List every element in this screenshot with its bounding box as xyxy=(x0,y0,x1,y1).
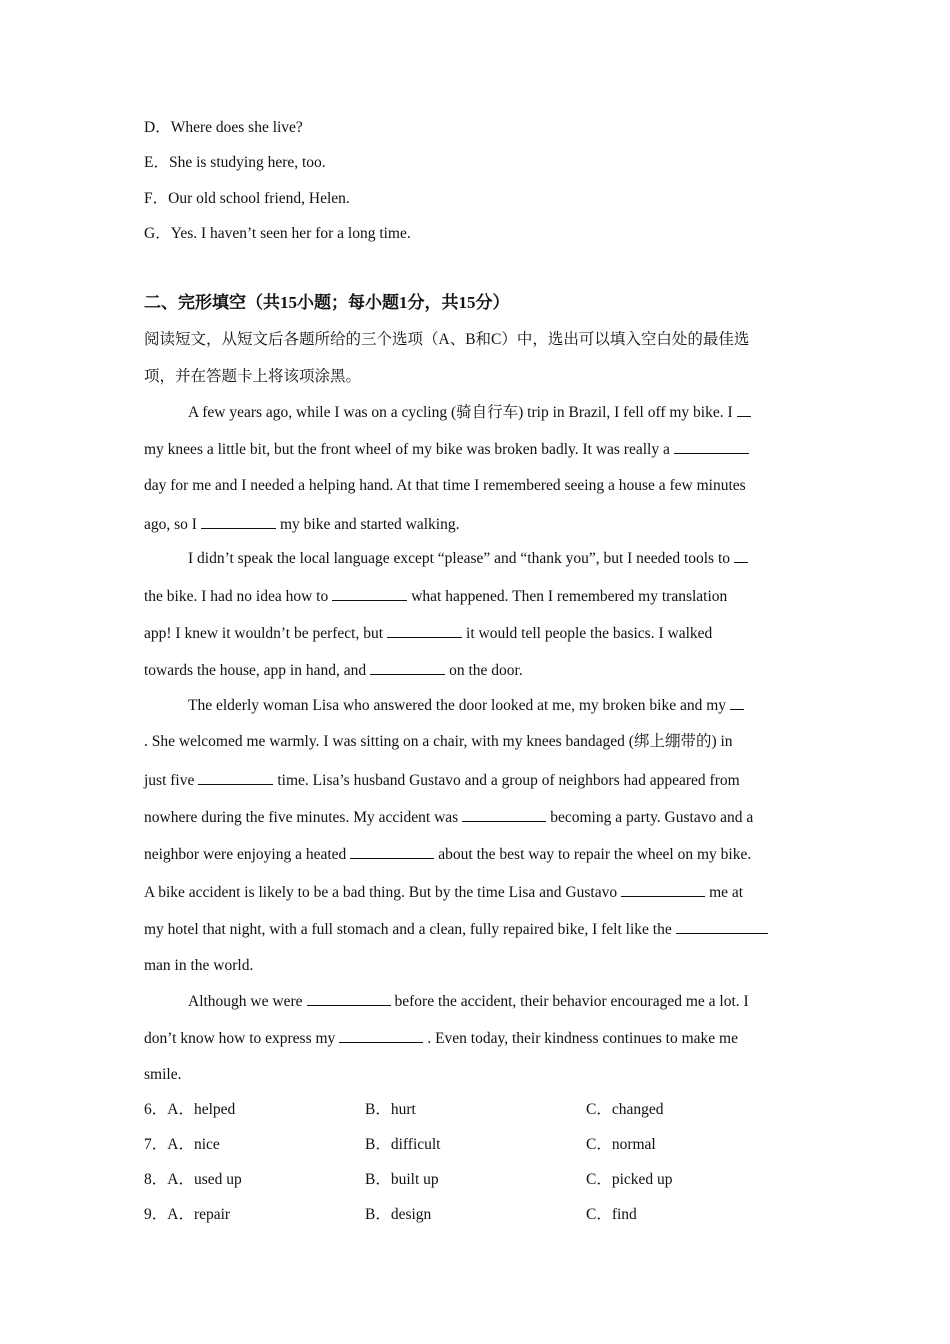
section-instructions-line-2: 项，并在答题卡上将该项涂黑。 xyxy=(144,368,362,385)
passage-line: The elderly woman Lisa who answered the door looked at me, my broken bike and my xyxy=(188,695,748,716)
option-f: F．Our old school friend, Helen. xyxy=(144,190,350,207)
question-6-option-b: B．hurt xyxy=(365,1101,416,1118)
answer-blank xyxy=(674,439,749,454)
passage-line: I didn’t speak the local language except “please” and “thank you”, but I needed tools to xyxy=(188,548,752,569)
passage-line: . She welcomed me warmly. I was sitting on a chair, with my knees bandaged (绑上绷带的) in xyxy=(144,733,733,750)
passage-line: just five time. Lisa’s husband Gustavo and a group of neighbors had appeared from xyxy=(144,772,740,789)
passage-line: A few years ago, while I was on a cycling (骑自行车) trip in Brazil, I fell off my bike. I xyxy=(188,402,755,423)
answer-blank xyxy=(350,844,434,859)
passage-line: my knees a little bit, but the front wheel of my bike was broken badly. It was really a xyxy=(144,439,753,460)
answer-blank xyxy=(201,514,276,529)
question-8-option-c: C．picked up xyxy=(586,1171,673,1188)
answer-blank xyxy=(339,1028,423,1043)
passage-line: ago, so I my bike and started walking. xyxy=(144,516,460,533)
passage-line: my hotel that night, with a full stomach and a clean, fully repaired bike, I felt like the xyxy=(144,919,772,940)
answer-blank xyxy=(737,402,751,417)
question-6-option-a: 6．A．helped xyxy=(144,1101,236,1118)
passage-line: don’t know how to express my . Even today, their kindness continues to make me xyxy=(144,1030,738,1047)
answer-blank xyxy=(734,548,748,563)
answer-blank xyxy=(307,991,391,1006)
question-9-option-b: B．design xyxy=(365,1206,432,1223)
passage-line: smile. xyxy=(144,1066,182,1083)
passage-line: the bike. I had no idea how to what happened. Then I remembered my translation xyxy=(144,588,728,605)
section-instructions-line-1: 阅读短文，从短文后各题所给的三个选项（A、B和C）中，选出可以填入空白处的最佳选 xyxy=(144,331,750,348)
answer-blank xyxy=(370,660,445,675)
answer-blank xyxy=(730,695,744,710)
answer-blank xyxy=(621,882,705,897)
question-7-option-c: C．normal xyxy=(586,1136,656,1153)
question-6-option-c: C．changed xyxy=(586,1101,664,1118)
passage-line: neighbor were enjoying a heated about the best way to repair the wheel on my bike. xyxy=(144,846,752,863)
option-g: G．Yes. I haven’t seen her for a long time. xyxy=(144,225,411,242)
section-title: 二、完形填空（共15小题；每小题1分，共15分） xyxy=(144,293,510,312)
option-d: D．Where does she live? xyxy=(144,119,303,136)
passage-line: Although we were before the accident, their behavior encouraged me a lot. I xyxy=(188,993,749,1010)
question-7-option-a: 7．A．nice xyxy=(144,1136,220,1153)
answer-blank xyxy=(676,919,768,934)
passage-line: app! I knew it wouldn’t be perfect, but it would tell people the basics. I walked xyxy=(144,625,713,642)
passage-line: man in the world. xyxy=(144,957,254,974)
passage-line: day for me and I needed a helping hand. At that time I remembered seeing a house a few minutes xyxy=(144,477,746,494)
question-8-option-a: 8．A．used up xyxy=(144,1171,242,1188)
passage-line: A bike accident is likely to be a bad thing. But by the time Lisa and Gustavo me at xyxy=(144,884,744,901)
question-7-option-b: B．difficult xyxy=(365,1136,441,1153)
passage-line: nowhere during the five minutes. My accident was becoming a party. Gustavo and a xyxy=(144,809,754,826)
question-9-option-c: C．find xyxy=(586,1206,637,1223)
passage-line: towards the house, app in hand, and on the door. xyxy=(144,662,523,679)
answer-blank xyxy=(198,770,273,785)
question-9-option-a: 9．A．repair xyxy=(144,1206,231,1223)
option-e: E．She is studying here, too. xyxy=(144,154,326,171)
question-8-option-b: B．built up xyxy=(365,1171,439,1188)
answer-blank xyxy=(387,623,462,638)
answer-blank xyxy=(332,586,407,601)
answer-blank xyxy=(462,807,546,822)
